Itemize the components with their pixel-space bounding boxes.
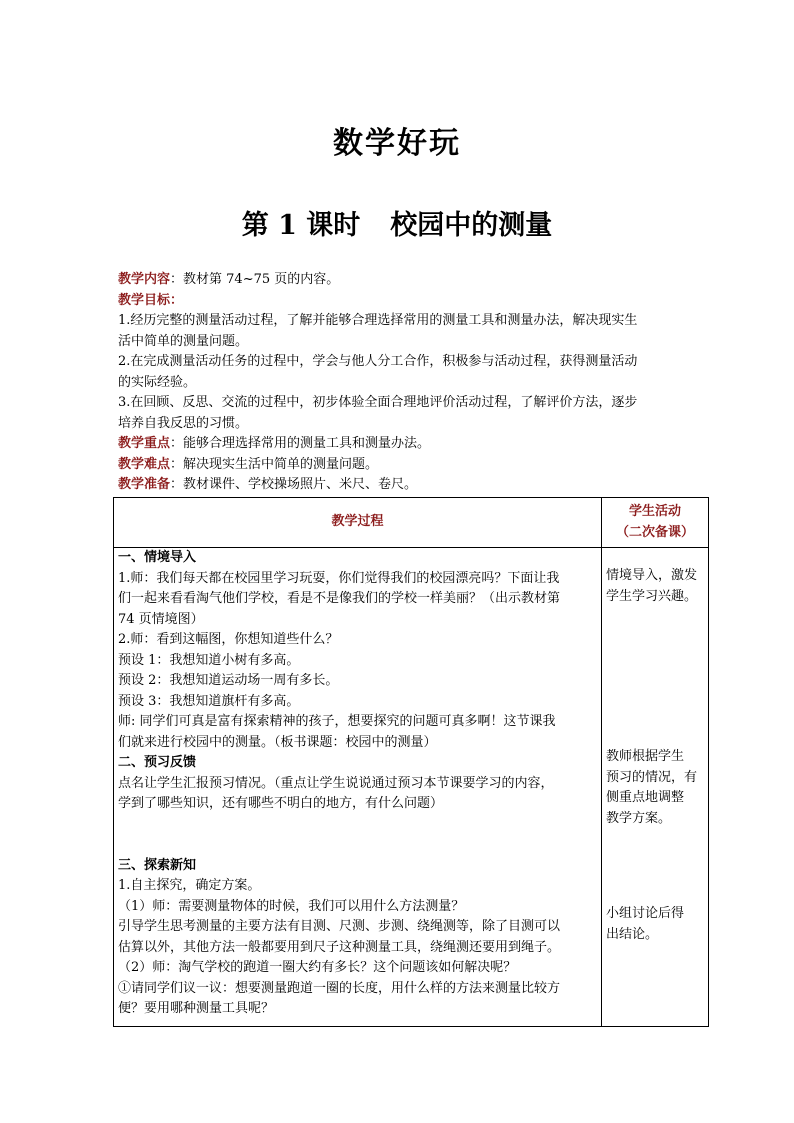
section-1-line: 们一起来看看淘气他们学校，看是不是像我们的学校一样美丽？（出示教材第 <box>118 591 561 606</box>
preparation-line <box>118 475 678 496</box>
lesson-meta <box>118 270 678 496</box>
section-1-line: 预设 3：我想知道旗杆有多高。 <box>118 693 300 709</box>
section-3-line: 便？要用哪种测量工具呢？ <box>118 1001 275 1016</box>
document-title: 数学好玩 <box>333 126 461 161</box>
lesson-title <box>0 203 794 242</box>
activity-note-2-line-a: 教师根据学生 <box>606 749 685 764</box>
header-student-activity-line1: 学生活动 <box>628 504 681 519</box>
key-point-line <box>118 434 678 455</box>
activity-note-2-line-b: 预习的情况，有 <box>606 769 698 785</box>
section-2-title: 二、预习反馈 <box>118 755 197 770</box>
goal-2-line-b: 的实际经验。 <box>118 374 197 390</box>
goal-1-line-a: 1.经历完整的测量活动过程，了解并能够合理选择常用的测量工具和测量办法，解决现实生 <box>118 313 638 328</box>
lesson-unit: 课时 <box>306 210 361 241</box>
table-body-row <box>114 548 709 1027</box>
goals-line <box>118 291 678 312</box>
lesson-name: 校园中的测量 <box>390 210 553 241</box>
preparation-text: ：教材课件、学校操场照片、米尺、卷尺。 <box>170 477 418 492</box>
difficulty-label: 教学难点 <box>118 456 171 472</box>
activity-note-2-line-c: 侧重点地调整 <box>606 790 685 805</box>
section-1-line: 们就来进行校园中的测量。（板书课题：校园中的测量） <box>118 734 437 750</box>
section-1-line: 师: 同学们可真是富有探索精神的孩子，想要探究的问题可真多啊！这节课我 <box>118 714 556 729</box>
section-3-line: 估算以外，其他方法一般都要用到尺子这种测量工具，绕绳测还要用到绳子。 <box>118 939 561 955</box>
table-header-row <box>114 498 709 548</box>
goals-colon: ： <box>170 292 184 308</box>
goals-label: 教学目标 <box>118 292 171 308</box>
content-line <box>118 270 678 291</box>
section-3-line: （1）师：需要测量物体的时候，我们可以用什么方法测量？ <box>118 898 465 914</box>
section-1-line: 74 页情境图） <box>118 611 204 627</box>
section-spacer <box>118 815 597 856</box>
section-3-line: ①请同学们议一议：想要测量跑道一圈的长度，用什么样的方法来测量比较方 <box>118 980 561 996</box>
header-student-activity <box>602 498 709 548</box>
difficulty-line <box>118 455 678 476</box>
activity-note-1-line-a: 情境导入，激发 <box>606 568 698 583</box>
header-teaching-process: 教学过程 <box>114 498 602 548</box>
section-2-line: 点名让学生汇报预习情况。（重点让学生说说通过预习本节课要学习的内容， <box>118 775 554 791</box>
section-3-title: 三、探索新知 <box>118 857 197 873</box>
activity-note-2-line-d: 教学方案。 <box>606 810 672 826</box>
key-point-text: ：能够合理选择常用的测量工具和测量办法。 <box>170 436 431 451</box>
section-2-line: 学到了哪些知识，还有哪些不明白的地方，有什么问题） <box>118 796 444 811</box>
lesson-prefix: 第 <box>241 210 269 241</box>
section-1-line: 2.师：看到这幅图，你想知道些什么？ <box>118 632 339 647</box>
section-1-line: 预设 2：我想知道运动场一周有多长。 <box>118 673 339 688</box>
teaching-process-cell <box>114 548 602 1027</box>
header-student-activity-line2: （二次备课） <box>615 524 694 540</box>
preparation-label: 教学准备 <box>118 477 171 492</box>
section-1-title: 一、情境导入 <box>118 550 197 565</box>
student-activity-cell <box>602 548 709 1027</box>
difficulty-text: ：解决现实生活中简单的测量问题。 <box>170 456 379 472</box>
section-3-line: 1.自主探究，确定方案。 <box>118 878 261 893</box>
goal-3-line-a: 3.在回顾、反思、交流的过程中，初步体验全面合理地评价活动过程，了解评价方法，逐步 <box>118 395 638 410</box>
key-point-label: 教学重点 <box>118 436 171 451</box>
goal-3-line-b: 培养自我反思的习惯。 <box>118 415 249 431</box>
goal-1-line-b: 活中简单的测量问题。 <box>118 333 249 349</box>
lesson-number: 1 <box>278 210 297 241</box>
section-3-line: 引导学生思考测量的主要方法有目测、尺测、步测、绕绳测等，除了目测可以 <box>118 919 561 934</box>
lesson-table <box>113 497 709 1027</box>
activity-note-1-line-b: 学生学习兴趣。 <box>606 588 698 604</box>
content-text: ：教材第 74~75 页的内容。 <box>170 272 340 287</box>
section-3-line: （2）师：淘气学校的跑道一圈大约有多长？这个问题该如何解决呢？ <box>118 960 517 975</box>
section-1-line: 1.师：我们每天都在校园里学习玩耍，你们觉得我们的校园漂亮吗？下面让我 <box>118 570 560 586</box>
activity-note-3-line-b: 出结论。 <box>606 926 659 942</box>
section-1-line: 预设 1：我想知道小树有多高。 <box>118 652 300 668</box>
goal-2-line-a: 2.在完成测量活动任务的过程中，学会与他人分工合作，积极参与活动过程，获得测量活动 <box>118 354 638 369</box>
activity-note-3-line-a: 小组讨论后得 <box>606 906 685 921</box>
content-label: 教学内容 <box>118 272 171 287</box>
